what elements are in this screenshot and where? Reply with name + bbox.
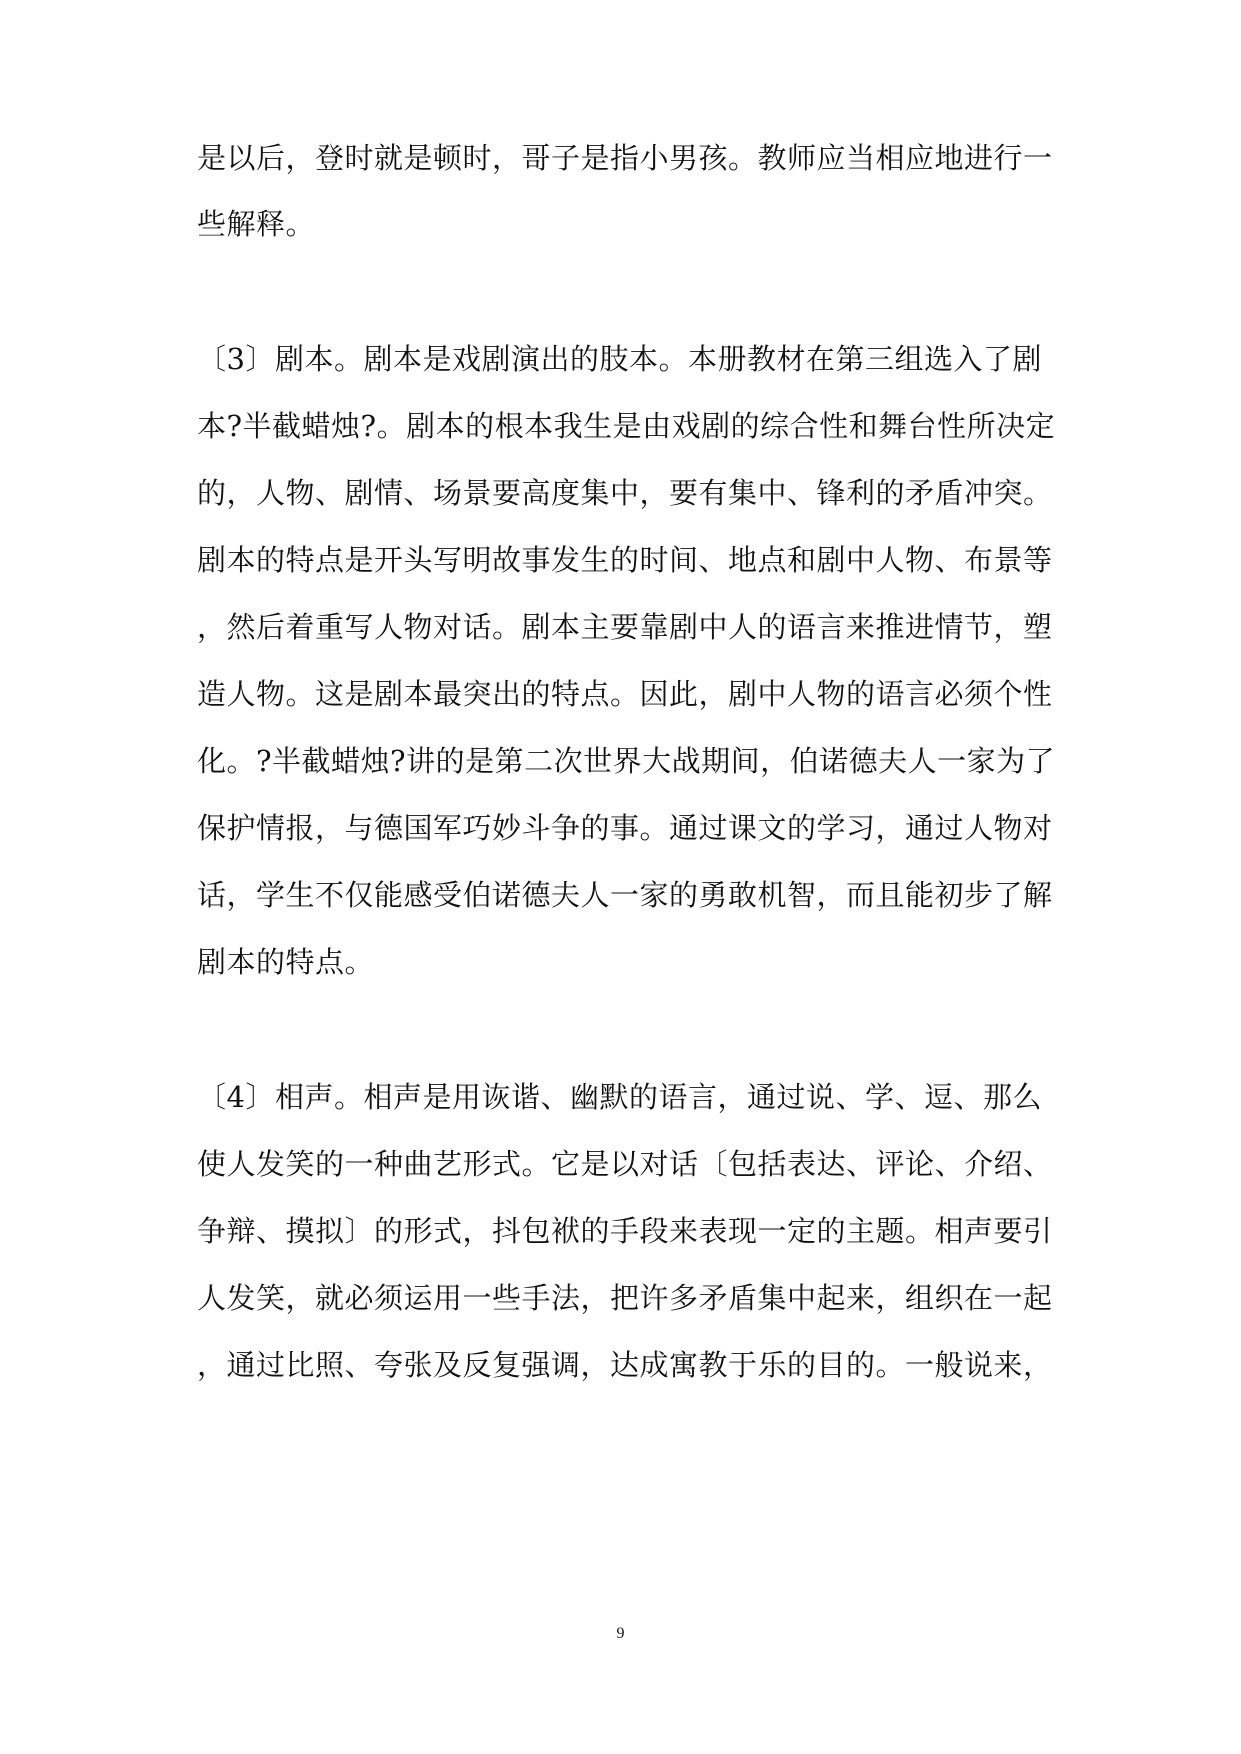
text-line: 造人物。这是剧本最突出的特点。因此，剧中人物的语言必须个性 [197, 677, 1053, 711]
text-line: 人发笑，就必须运用一些手法，把许多矛盾集中起来，组织在一起 [197, 1281, 1053, 1315]
text-line: 的，人物、剧情、场景要高度集中，要有集中、锋利的矛盾冲突。 [197, 476, 1053, 510]
text-line: ，通过比照、夸张及反复强调，达成寓教于乐的目的。一般说来， [197, 1348, 1053, 1382]
text-line: 剧本的特点。 [197, 945, 375, 979]
text-line: 本?半截蜡烛?。剧本的根本我生是由戏剧的综合性和舞台性所决定 [197, 409, 1056, 443]
text-line: 些解释。 [197, 207, 316, 241]
page-number: 9 [616, 1625, 625, 1642]
text-line: 〔3〕剧本。剧本是戏剧演出的肢本。本册教材在第三组选入了剧 [197, 342, 1042, 376]
text-line: 保护情报，与德国军巧妙斗争的事。通过课文的学习，通过人物对 [197, 811, 1053, 845]
text-line: 是以后，登时就是顿时，哥子是指小男孩。教师应当相应地进行一 [197, 141, 1053, 175]
text-line: ，然后着重写人物对话。剧本主要靠剧中人的语言来推进情节，塑 [197, 610, 1053, 644]
text-line: 使人发笑的一种曲艺形式。它是以对话〔包括表达、评论、介绍、 [197, 1147, 1053, 1181]
text-line: 化。?半截蜡烛?讲的是第二次世界大战期间，伯诺德夫人一家为了 [197, 744, 1056, 778]
text-line: 争辩、摸拟〕的形式，抖包袱的手段来表现一定的主题。相声要引 [197, 1214, 1053, 1248]
text-line: 〔4〕相声。相声是用诙谐、幽默的语言，通过说、学、逗、那么 [197, 1080, 1042, 1114]
text-line: 话，学生不仅能感受伯诺德夫人一家的勇敢机智，而且能初步了解 [197, 878, 1053, 912]
text-line: 剧本的特点是开头写明故事发生的时间、地点和剧中人物、布景等 [197, 543, 1053, 577]
